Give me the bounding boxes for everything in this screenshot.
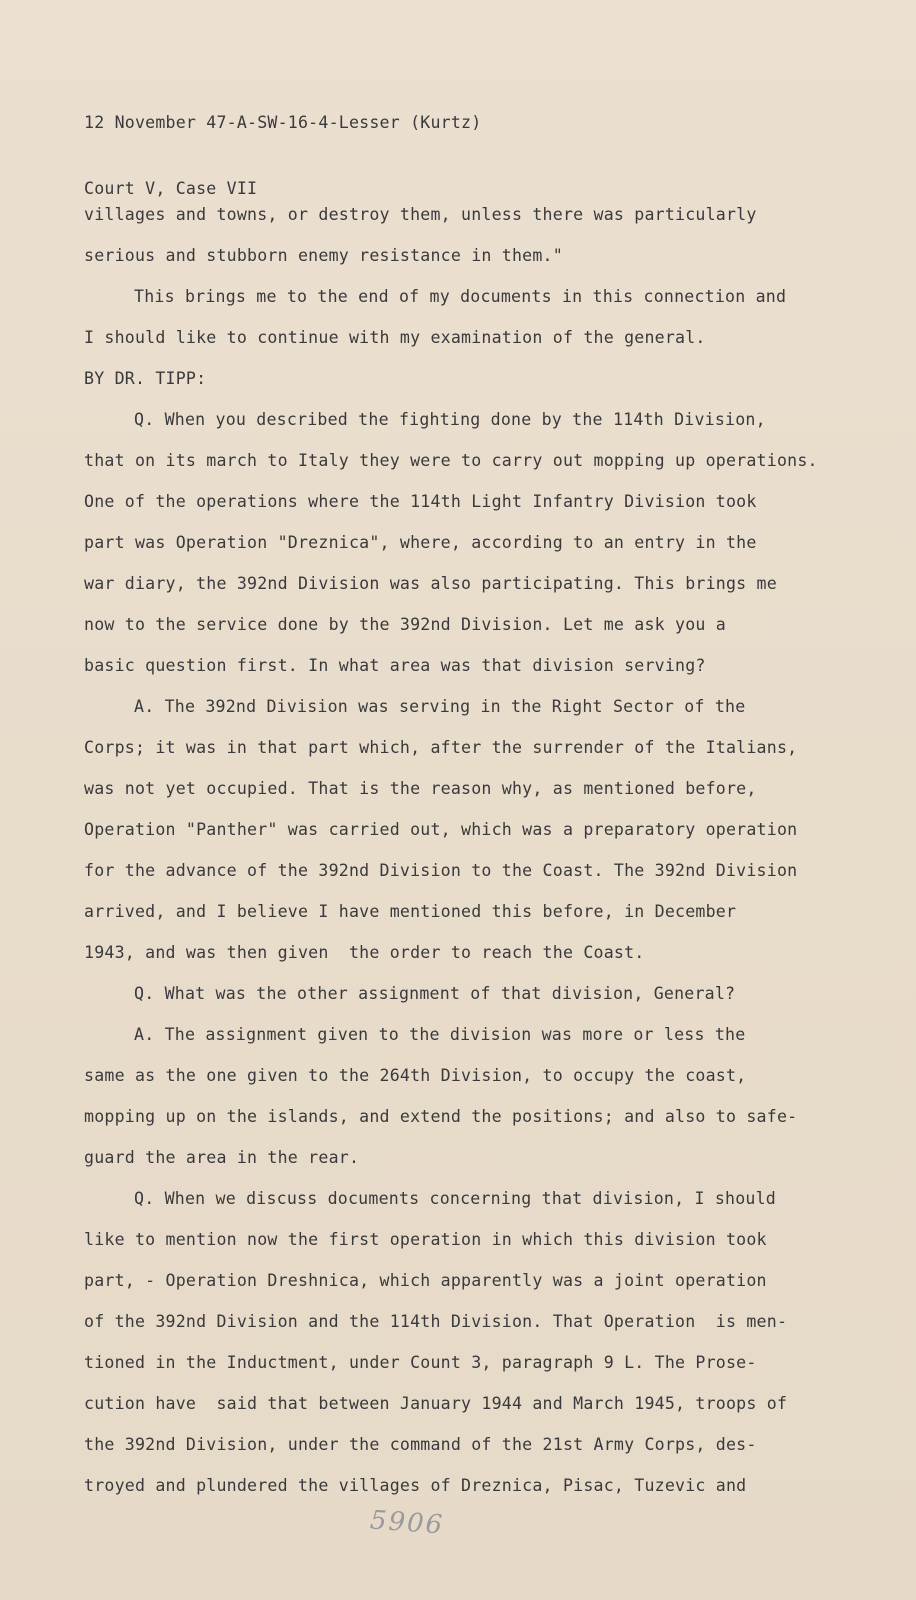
transcript-line: like to mention now the first operation in which this division took xyxy=(84,1230,767,1249)
transcript-line: same as the one given to the 264th Division, to occupy the coast, xyxy=(84,1066,747,1085)
transcript-line: guard the area in the rear. xyxy=(84,1148,360,1167)
transcript-line: tioned in the Inductment, under Count 3, paragraph 9 L. The Prose- xyxy=(84,1353,757,1372)
transcript-line: mopping up on the islands, and extend the positions; and also to safe- xyxy=(84,1107,798,1126)
header-session-line: 12 November 47-A-SW-16-4-Lesser (Kurtz) xyxy=(84,113,482,132)
transcript-line: arrived, and I believe I have mentioned this before, in December xyxy=(84,902,737,921)
transcript-line: the 392nd Division, under the command of the 21st Army Corps, des- xyxy=(84,1435,757,1454)
handwritten-page-number: 5906 xyxy=(369,1505,446,1541)
transcript-line: troyed and plundered the villages of Dreznica, Pisac, Tuzevic and xyxy=(84,1476,747,1495)
transcript-line: was not yet occupied. That is the reason why, as mentioned before, xyxy=(84,779,757,798)
transcript-line: war diary, the 392nd Division was also participating. This brings me xyxy=(84,574,777,593)
transcript-line: A. The assignment given to the division was more or less the xyxy=(134,1025,746,1044)
transcript-line: of the 392nd Division and the 114th Division. That Operation is men- xyxy=(84,1312,788,1331)
transcript-line: serious and stubborn enemy resistance in them." xyxy=(84,246,563,265)
transcript-line: cution have said that between January 1944 and March 1945, troops of xyxy=(84,1394,788,1413)
transcript-line: BY DR. TIPP: xyxy=(84,369,207,388)
transcript-line: One of the operations where the 114th Light Infantry Division took xyxy=(84,492,757,511)
transcript-body xyxy=(84,194,818,1506)
transcript-line: 1943, and was then given the order to reach the Coast. xyxy=(84,943,645,962)
transcript-line: A. The 392nd Division was serving in the Right Sector of the xyxy=(134,697,746,716)
transcript-line: part, - Operation Dreshnica, which apparently was a joint operation xyxy=(84,1271,767,1290)
transcript-line: that on its march to Italy they were to carry out mopping up operations. xyxy=(84,451,818,470)
transcript-line: part was Operation "Dreznica", where, according to an entry in the xyxy=(84,533,757,552)
transcript-line: for the advance of the 392nd Division to the Coast. The 392nd Division xyxy=(84,861,798,880)
transcript-line: Corps; it was in that part which, after the surrender of the Italians, xyxy=(84,738,798,757)
transcript-line: basic question first. In what area was that division serving? xyxy=(84,656,706,675)
transcript-line: Q. When you described the fighting done by the 114th Division, xyxy=(134,410,766,429)
transcript-line: villages and towns, or destroy them, unless there was particularly xyxy=(84,205,757,224)
transcript-line: Q. When we discuss documents concerning that division, I should xyxy=(134,1189,776,1208)
header-court-line: Court V, Case VII xyxy=(84,179,258,198)
transcript-line: now to the service done by the 392nd Division. Let me ask you a xyxy=(84,615,726,634)
transcript-line: I should like to continue with my examination of the general. xyxy=(84,328,706,347)
transcript-line: Q. What was the other assignment of that division, General? xyxy=(134,984,736,1003)
transcript-line: This brings me to the end of my documents in this connection and xyxy=(134,287,787,306)
transcript-line: Operation "Panther" was carried out, which was a preparatory operation xyxy=(84,820,798,839)
